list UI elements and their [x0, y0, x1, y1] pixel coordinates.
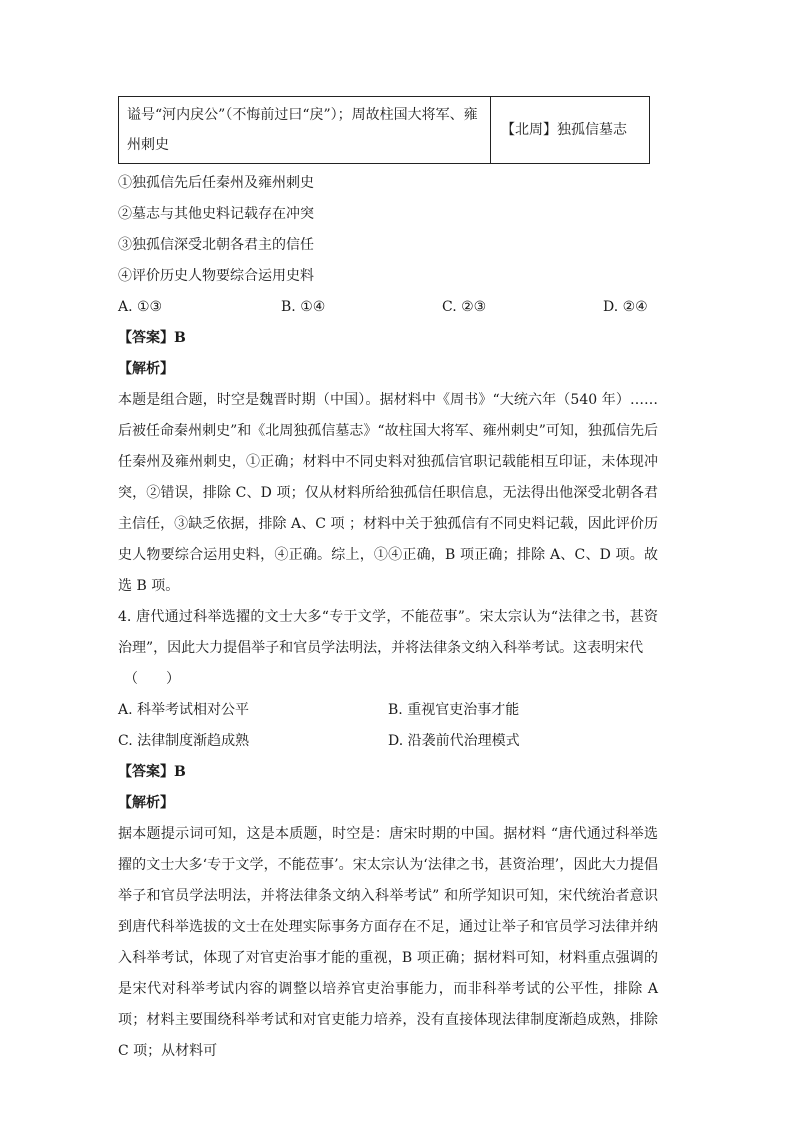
option-c: C. ②③ — [442, 299, 487, 315]
statement-4: ④评价历史人物要综合运用史料 — [118, 268, 314, 284]
q3-analysis: 本题是组合题，时空是魏晋时期（中国）。据材料中《周书》“大统六年（540 年）…… 后被任命秦州刺史”和《北周独孤信墓志》“故柱国大将军、雍州刺史”可知，独孤信先后任秦州及雍州刺史，①正确；材料中不同史料对独孤信官职记载能相互印证，未体现冲突，②错误，排除 C、D 项；仅从材料所给独孤信任职信息，无法得出他深受北朝各君主信任，③缺乏依据，排除 A、C 项 ；材料中关于独孤信有不同史料记载，因此评价历史人物要综合运用史料，④正确。综上，①④正确，B 项正确；排除 A、C、D 项。故选 B 项。 — [118, 392, 658, 594]
document-page — [118, 96, 658, 1067]
table-row — [119, 97, 650, 164]
q3-analysis-label: 【解析】 — [118, 361, 174, 377]
option-c: C. 法律制度渐趋成熟 — [118, 733, 250, 749]
option-d: D. ②④ — [603, 299, 648, 315]
table-cell-content: 谥号“河内戾公”（不悔前过曰“戾”）；周故柱国大将军、雍州刺史 — [119, 97, 491, 164]
q4-blank: （ ） — [124, 671, 180, 687]
option-d: D. 沿袭前代治理模式 — [388, 733, 520, 749]
statement-1: ①独孤信先后任秦州及雍州刺史 — [118, 175, 314, 191]
option-a: A. 科举考试相对公平 — [118, 702, 250, 718]
statement-3: ③独孤信深受北朝各君主的信任 — [118, 237, 314, 253]
q4-answer: 【答案】B — [118, 764, 186, 780]
option-b: B. 重视官吏治事才能 — [388, 702, 520, 718]
q3-options — [118, 292, 658, 323]
q4-options-row-2 — [118, 726, 658, 757]
q4-analysis-label: 【解析】 — [118, 795, 174, 811]
table-cell-source: 【北周】独孤信墓志 — [491, 97, 650, 164]
statement-2: ②墓志与其他史料记载存在冲突 — [118, 206, 314, 222]
option-a: A. ①③ — [118, 299, 163, 315]
q4-stem: 4. 唐代通过科举选擢的文士大多“专于文学，不能莅事”。宋太宗认为“法律之书，甚资治理”，因此大力提倡举子和官员学法明法，并将法律条文纳入科举考试。这表明宋代 — [118, 609, 658, 656]
q4-options-row-1 — [118, 695, 658, 726]
option-b: B. ①④ — [281, 299, 326, 315]
q4-analysis: 据本题提示词可知，这是本质题，时空是：唐宋时期的中国。据材料 “唐代通过科举选擢的文士大多‘专于文学，不能莅事’。宋太宗认为‘法律之书，甚资治理’，因此大力提倡举子和官员学法明法，并将法律条文纳入科举考试” 和所学知识可知，宋代统治者意识到唐代科举选拔的文士在处理实际事务方面存在不足，通过让举子和官员学习法律并纳入科举考试，体现了对官吏治事才能的重视，B 项正确；据材料可知，材料重点强调的是宋代对科举考试内容的调整以培养官吏治事能力，而非科举考试的公平性，排除 A 项；材料主要围绕科举考试和对官吏能力培养，没有直接体现法律制度渐趋成熟，排除 C 项；从材料可 — [118, 826, 658, 1059]
q3-answer: 【答案】B — [118, 330, 186, 346]
source-table — [118, 96, 650, 164]
